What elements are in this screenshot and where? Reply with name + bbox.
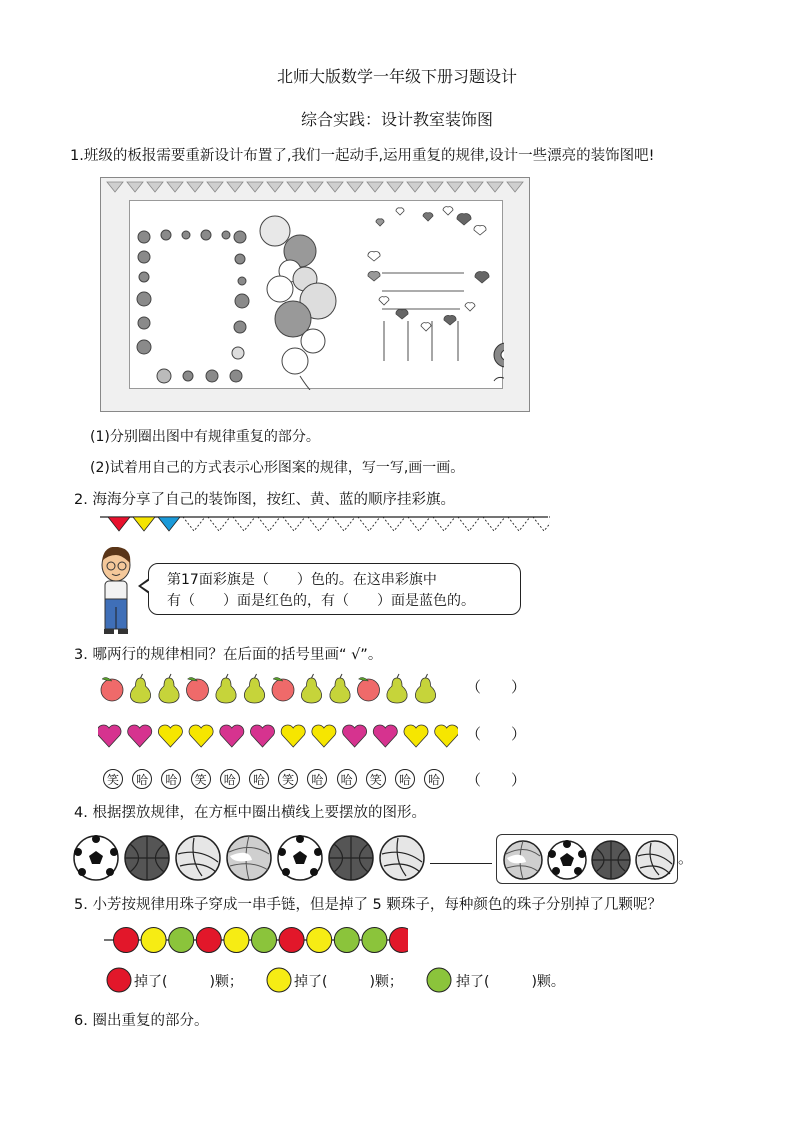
- question-3-text: 3. 哪两行的规律相同？在后面的括号里画“ √”。: [74, 647, 383, 663]
- flag-7: [258, 517, 280, 531]
- circled-char: 哈: [161, 769, 181, 789]
- basketball-icon: [125, 836, 169, 880]
- flag-1: [108, 517, 130, 531]
- document-title: 北师大版数学一年级下册习题设计: [276, 67, 517, 86]
- flag-15: [458, 517, 480, 531]
- yellow-heart-icon: [281, 725, 305, 747]
- bubble-line-1: 第17面彩旗是（ ）色的。在这串彩旗中: [167, 572, 437, 588]
- circled-char: 笑: [191, 769, 211, 789]
- circled-char: 哈: [424, 769, 444, 789]
- pear-icon: [415, 674, 435, 703]
- red-bead: [279, 928, 304, 953]
- green-bead: [334, 928, 359, 953]
- pear-icon: [301, 674, 321, 703]
- board-inner-panel: [129, 200, 503, 389]
- flag-17: [508, 517, 530, 531]
- question-1-sub1: (1)分别圈出图中有规律重复的部分。: [90, 429, 320, 445]
- beachball-icon: [504, 841, 542, 879]
- beachball-icon: [227, 836, 271, 880]
- document-subtitle: 综合实践：设计教室装饰图: [300, 110, 493, 129]
- answer-paren-row-3[interactable]: （ ）: [466, 771, 527, 789]
- flag-11: [358, 517, 380, 531]
- balloons-icon: [260, 216, 336, 390]
- question-1-sub2: (2)试着用自己的方式表示心形图案的规律，写一写,画一画。: [90, 460, 465, 476]
- pear-icon: [130, 674, 150, 703]
- circled-char: 笑: [103, 769, 123, 789]
- volleyball-icon: [380, 836, 424, 880]
- circled-char: 哈: [395, 769, 415, 789]
- flag-9: [308, 517, 330, 531]
- question-6-text: 6. 圈出重复的部分。: [74, 1013, 209, 1029]
- question-2-text: 2. 海海分享了自己的装饰图，按红、黄、蓝的顺序挂彩旗。: [74, 492, 455, 508]
- volleyball-icon: [176, 836, 220, 880]
- pear-icon: [244, 674, 264, 703]
- soccer-icon: [278, 835, 322, 880]
- magenta-heart-icon: [250, 725, 274, 747]
- yellow-heart-icon: [404, 725, 428, 747]
- question-5-text: 5. 小芳按规律用珠子穿成一串手链，但是掉了 5 颗珠子，每种颜色的珠子分别掉了几颗呢？: [74, 897, 662, 913]
- flag-4: [183, 517, 205, 531]
- pear-icon: [159, 674, 179, 703]
- flag-12: [383, 517, 405, 531]
- green-bead: [252, 928, 277, 953]
- flag-8: [283, 517, 305, 531]
- red-bead: [196, 928, 221, 953]
- label-green-dropped: 掉了( )颗。: [456, 974, 565, 990]
- choice-box[interactable]: [496, 834, 678, 884]
- pear-icon: [216, 674, 236, 703]
- flag-6: [233, 517, 255, 531]
- green-bead-icon: [426, 967, 452, 993]
- basketball-icon: [592, 841, 630, 879]
- ball-row: [72, 832, 432, 884]
- question-4-period: 。: [678, 849, 694, 867]
- basketball-icon: [329, 836, 373, 880]
- pear-icon: [330, 674, 350, 703]
- yellow-heart-icon: [189, 725, 213, 747]
- soccer-icon: [548, 840, 586, 879]
- question-1-text: 1.班级的板报需要重新设计布置了,我们一起动手,运用重复的规律,设计一些漂亮的装饰图吧!: [70, 148, 655, 164]
- yellow-bead: [141, 928, 166, 953]
- soccer-icon: [74, 835, 118, 880]
- blackboard-illustration: [100, 177, 530, 412]
- circled-char: 哈: [307, 769, 327, 789]
- flag-string: [100, 512, 550, 536]
- flag-3: [158, 517, 180, 531]
- dot-frame-icon: [137, 230, 249, 383]
- label-yellow-dropped: 掉了( )颗；: [294, 974, 403, 990]
- green-bead: [362, 928, 387, 953]
- bead-bracelet: [104, 926, 408, 956]
- magenta-heart-icon: [220, 725, 244, 747]
- circled-char: 笑: [278, 769, 298, 789]
- magenta-heart-icon: [128, 725, 152, 747]
- heart-frame-icon: [368, 207, 489, 361]
- circled-char: 哈: [220, 769, 240, 789]
- yellow-bead-icon: [266, 967, 292, 993]
- volleyball-icon: [636, 841, 674, 879]
- flag-16: [483, 517, 505, 531]
- question-4-text: 4. 根据摆放规律，在方框中圈出横线上要摆放的图形。: [74, 805, 426, 821]
- red-bead: [114, 928, 139, 953]
- flag-5: [208, 517, 230, 531]
- label-red-dropped: 掉了( )颗；: [134, 974, 243, 990]
- answer-blank-line: [430, 863, 492, 864]
- yellow-bead: [307, 928, 332, 953]
- yellow-heart-icon: [435, 725, 458, 747]
- choice-balls: [497, 835, 679, 885]
- flower-icon: [494, 343, 504, 386]
- green-bead: [169, 928, 194, 953]
- circled-char: 哈: [132, 769, 152, 789]
- magenta-heart-icon: [343, 725, 367, 747]
- flag-18: [533, 517, 550, 531]
- bunting-flags-icon: [107, 182, 523, 192]
- flag-13: [408, 517, 430, 531]
- peach-icon: [187, 677, 209, 701]
- pear-icon: [387, 674, 407, 703]
- answer-paren-row-1[interactable]: （ ）: [466, 678, 527, 696]
- peach-icon: [272, 677, 294, 701]
- red-bead: [390, 928, 409, 953]
- yellow-bead: [224, 928, 249, 953]
- peach-icon: [101, 677, 123, 701]
- fruit-row: [98, 673, 443, 705]
- magenta-heart-icon: [98, 725, 121, 747]
- boy-figure-icon: [96, 547, 140, 637]
- heart-row: [98, 721, 458, 749]
- magenta-heart-icon: [373, 725, 397, 747]
- flag-14: [433, 517, 455, 531]
- circled-char: 笑: [366, 769, 386, 789]
- speech-bubble: [148, 563, 521, 615]
- circled-char: 哈: [249, 769, 269, 789]
- flag-10: [333, 517, 355, 531]
- laugh-char-row: [103, 769, 463, 793]
- answer-paren-row-2[interactable]: （ ）: [466, 725, 527, 743]
- bubble-line-2: 有（ ）面是红色的，有（ ）面是蓝色的。: [167, 593, 475, 609]
- circled-char: 哈: [337, 769, 357, 789]
- yellow-heart-icon: [158, 725, 182, 747]
- peach-icon: [358, 677, 380, 701]
- red-bead-icon: [106, 967, 132, 993]
- flag-2: [133, 517, 155, 531]
- yellow-heart-icon: [312, 725, 336, 747]
